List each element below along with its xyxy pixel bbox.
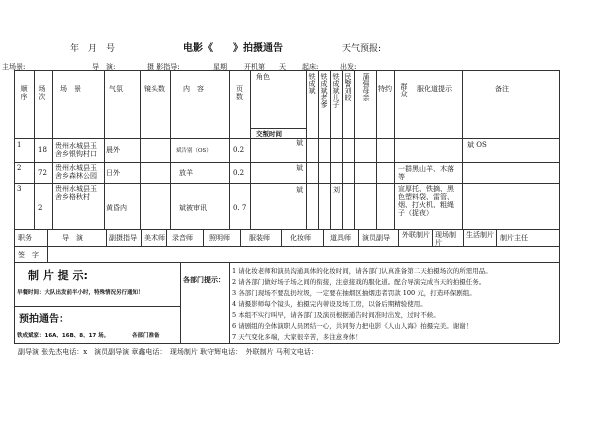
row3-atmos: 黄昏内 <box>106 204 127 212</box>
staff-photo: 副摄指导 <box>109 234 137 242</box>
row1-no: 18 <box>38 146 47 154</box>
sign-label: 签 字 <box>18 251 39 259</box>
dept-tip-4: 4 请摄影师每个镜头，拍摄完内蒂设及场工房，以备后期精验使用。 <box>232 300 427 308</box>
col-role-3: 铁成斌儿子 <box>332 73 340 108</box>
staff-chief: 制片主任 <box>500 234 528 242</box>
preshoot-dept: 各部门准备 <box>132 333 160 339</box>
row3-police: 刘 <box>333 186 340 194</box>
dept-tip-3: 3 各部门现场不要乱扔垃圾，一定要在抽烟区抽烟违者罚款 100 元，打造环保剧组。 <box>232 289 476 297</box>
production-tip-title: 制 片 提 示: <box>28 269 88 282</box>
row1-scene: 贵州水城县玉舍乡银钩村口 <box>55 142 97 158</box>
col-atmosphere: 气氛 <box>109 85 123 93</box>
weather-label: 天气预报: <box>342 44 382 54</box>
weekday-label: 星期 <box>213 63 227 71</box>
col-pages: 页数 <box>236 85 243 101</box>
dept-tip-6: 6 请剧组的全体演职人员团结一心，共同努力把电影《人山人海》拍摄完美。谢谢！ <box>232 322 473 330</box>
preshoot-title: 预拍通告： <box>19 314 69 325</box>
row3-order: 3 <box>17 185 22 193</box>
photo-label: 摄 影指导: <box>147 63 180 71</box>
dept-tip-7: 7 天气变化多端，大家很辛苦，多注意身体！ <box>232 333 362 341</box>
call-time-label: 交叛时间 <box>256 130 282 138</box>
depart-label: 出发: <box>340 63 357 71</box>
row3-scene: 贵州水城县玉舍乡格秋村 <box>55 185 97 201</box>
row2-pages: 0.2 <box>233 169 245 177</box>
row3-content: 斌被审讯 <box>179 204 207 212</box>
col-content: 内 容 <box>183 85 204 93</box>
row3-actor: 斌 <box>296 186 303 194</box>
row1-note: 斌 OS <box>467 141 487 149</box>
date-line: 年 月 号 <box>70 44 116 54</box>
row3-no: 2 <box>38 204 43 212</box>
director-label: 导 演: <box>92 63 116 71</box>
col-scene: 场 景 <box>60 85 81 93</box>
staff-props: 道具师 <box>330 234 351 242</box>
staff-makeup: 化妆师 <box>290 234 311 242</box>
row1-actor: 斌 <box>296 139 303 147</box>
dept-tip-2: 2 请各部门做好场子场之间的衔接，注意接戏的服化道。配合导演完成当天的拍摄任务。 <box>232 278 486 286</box>
row2-costume: 一群黑山羊、木落等 <box>398 165 454 181</box>
staff-role: 职务 <box>18 234 32 242</box>
dept-tip-label: 各部门提示： <box>183 276 225 284</box>
preshoot-scenes: 铁成斌家：16A、16B、8、17 场。 <box>17 333 110 339</box>
row2-scene: 贵州水城县玉舍乡森林公园 <box>55 164 97 180</box>
dept-tip-1: 1 请化妆老师和演员沟通具体的化妆时间，请各部门认真准备第二天拍摄场次的所需用品。 <box>232 267 492 275</box>
staff-light: 照明师 <box>209 234 230 242</box>
col-role-5: 蒲强母亲 <box>362 73 370 101</box>
staff-director: 导 演 <box>62 234 83 242</box>
staff-art: 美术师 <box>144 234 165 242</box>
staff-life: 生活制片 <box>466 231 494 239</box>
staff-onset: 现场制片 <box>435 231 456 247</box>
col-note: 备注 <box>495 85 509 93</box>
row3-costume: 宣厚托、铁摘、黑色塑料袋、雷管、烟、打火机、粗绳子（捉夜） <box>398 185 454 217</box>
wake-label: 起床: <box>302 63 319 71</box>
col-role-4: 民警刘皎 <box>344 73 352 101</box>
row2-actor: 斌 <box>296 164 303 172</box>
staff-sound: 录音师 <box>172 234 193 242</box>
dept-tip-5: 5 本组不实行叫早，请各部门及演员根据通告时间准时出发，过时不候。 <box>232 311 440 319</box>
day-count-label: 开机第 天 <box>244 63 286 71</box>
col-role-1: 铁成斌 <box>308 73 316 94</box>
staff-costume: 服装师 <box>249 234 270 242</box>
row1-pages: 0.2 <box>233 146 245 154</box>
row1-atmos: 晨外 <box>106 146 120 154</box>
row1-order: 1 <box>17 141 22 149</box>
staff-cast: 演员副导 <box>362 234 390 242</box>
col-costume: 服化道提示 <box>417 85 452 93</box>
row2-atmos: 日外 <box>106 169 120 177</box>
row2-content: 放羊 <box>179 169 193 177</box>
row2-no: 72 <box>38 169 47 177</box>
col-shots: 镜头数 <box>144 85 165 93</box>
col-special: 特约 <box>378 85 392 93</box>
col-role: 角色 <box>256 73 270 81</box>
col-role-2: 铁成斌老爹 <box>320 73 328 108</box>
staff-liaison: 外联制片 <box>402 231 430 239</box>
breakfast-note: 早餐时间：大队出发前半小时，特殊情况另行通知！ <box>17 290 144 296</box>
row3-pages: 0. 7 <box>233 204 247 212</box>
col-scene-no: 场次 <box>38 85 46 101</box>
page-title: 电影《 》拍摄通告 <box>183 43 283 54</box>
row2-order: 2 <box>17 164 22 172</box>
contacts-footer: 副导演 张先杰电话：x 演员副导演 章鑫电话： 现场制片 耿守辉电话： 外联制片 马利文电话： <box>18 348 318 356</box>
field-label: 主场景: <box>2 63 26 71</box>
col-order: 顺序 <box>20 85 28 101</box>
col-crowd: 群众 <box>400 83 408 97</box>
row1-content: 斌告别（OS） <box>176 148 212 154</box>
